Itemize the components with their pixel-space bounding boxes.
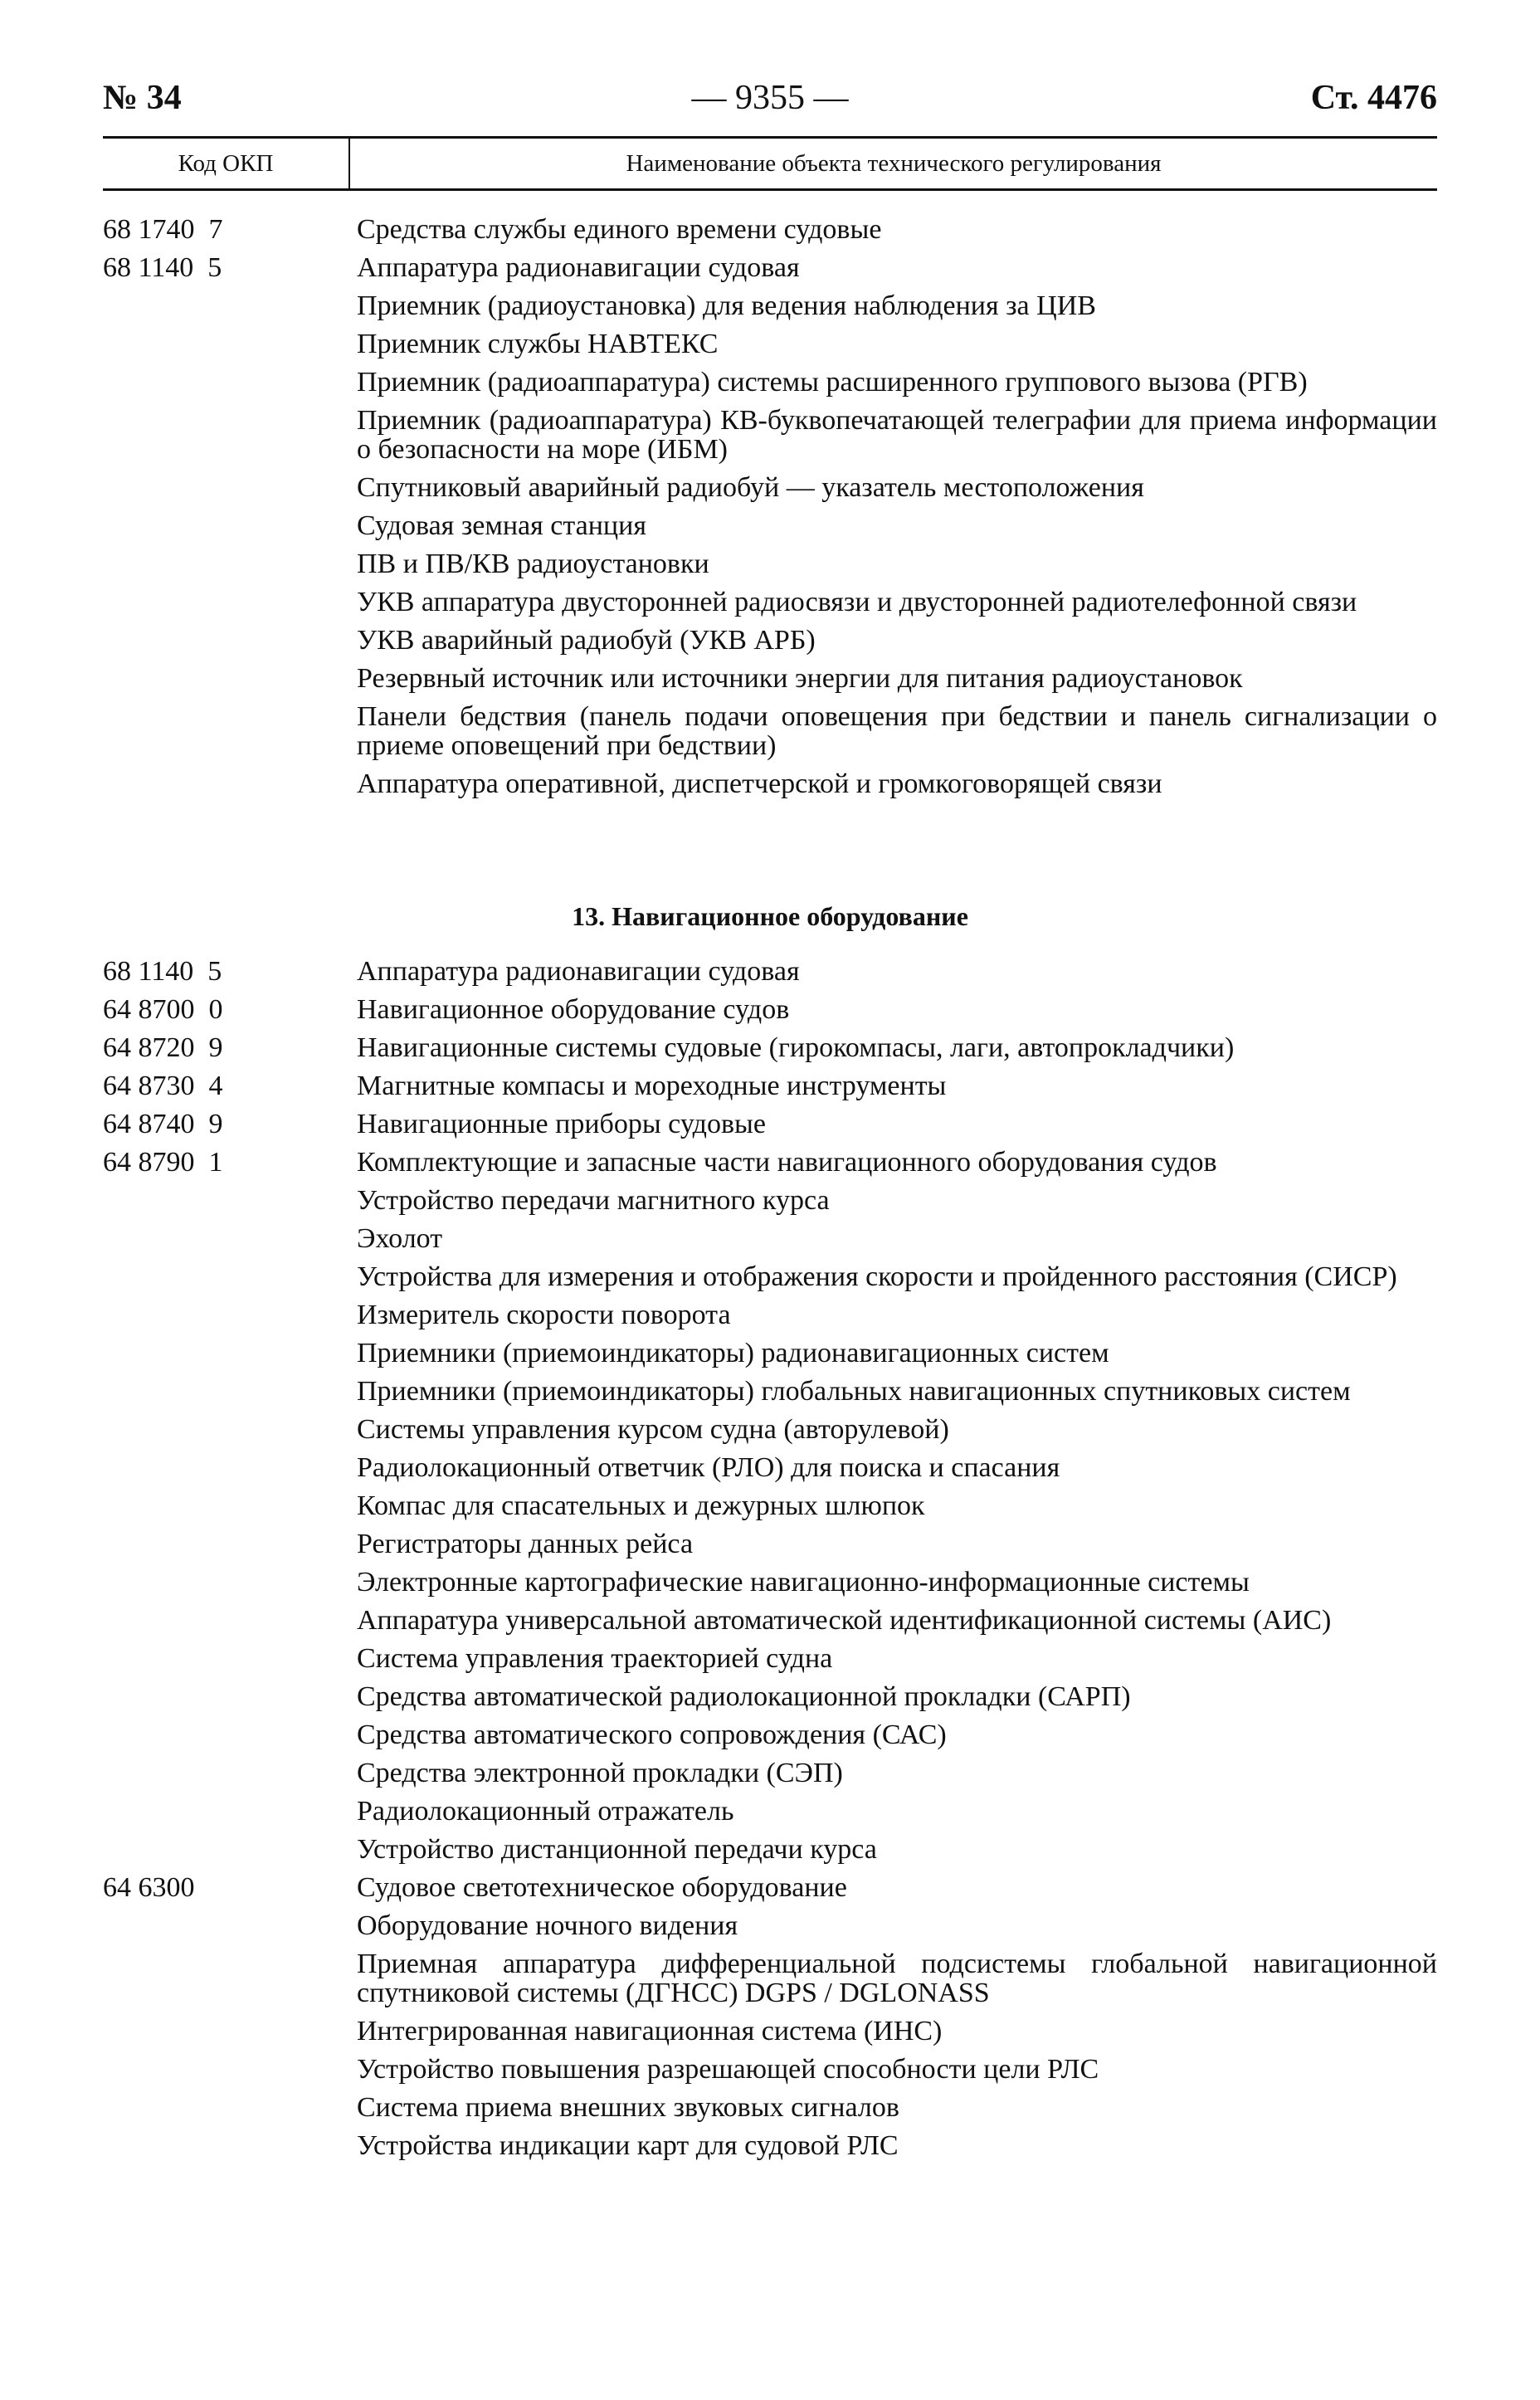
table-row	[103, 1640, 1437, 1678]
okp-code: 64 8790 1	[103, 1147, 223, 1178]
table-row	[103, 1831, 1437, 1869]
object-name: Средства автоматической радиолокационной прокладки (САРП)	[357, 1681, 1131, 1712]
okp-code	[103, 622, 357, 660]
object-name: Устройства для измерения и отображения скорости и пройденного расстояния (СИСР)	[357, 1261, 1397, 1292]
table-row	[103, 2012, 1437, 2051]
okp-code	[103, 583, 357, 622]
object-name: УКВ аппаратура двусторонней радиосвязи и двусторонней радиотелефонной связи	[357, 587, 1357, 617]
okp-code	[103, 507, 357, 545]
object-name: Судовое светотехническое оборудование	[357, 1872, 847, 1903]
object-name: Устройство передачи магнитного курса	[357, 1185, 830, 1216]
table-row	[103, 507, 1437, 545]
table-row	[103, 1869, 1437, 1907]
object-name: Навигационные системы судовые (гирокомпасы, лаги, автопрокладчики)	[357, 1032, 1235, 1063]
okp-code	[103, 1296, 357, 1334]
object-name: Панели бедствия (панель подачи оповещения при бедствии и панель сигнализации о приеме оповещений при бедствии)	[357, 701, 1437, 761]
table-row	[103, 1258, 1437, 1296]
table-row	[103, 211, 1437, 249]
table-row	[103, 1411, 1437, 1449]
column-header-name: Наименование объекта технического регулирования	[626, 150, 1162, 177]
table-row	[103, 660, 1437, 698]
table-row	[103, 953, 1437, 991]
table-row	[103, 698, 1437, 765]
okp-code	[103, 545, 357, 583]
okp-code	[103, 1525, 357, 1563]
okp-code	[103, 1716, 357, 1754]
table-row	[103, 402, 1437, 469]
object-name: Приемники (приемоиндикаторы) глобальных навигационных спутниковых систем	[357, 1376, 1351, 1407]
table-row	[103, 1449, 1437, 1487]
table-row	[103, 1029, 1437, 1067]
table-row	[103, 765, 1437, 803]
okp-code	[103, 1449, 357, 1487]
object-name: Интегрированная навигационная система (ИНС)	[357, 2016, 943, 2046]
okp-code	[103, 660, 357, 698]
okp-code: 64 8740 9	[103, 1109, 223, 1139]
okp-code: 64 8730 4	[103, 1071, 223, 1101]
table-row	[103, 1067, 1437, 1105]
okp-code: 68 1140 5	[103, 252, 222, 283]
object-name: Комплектующие и запасные части навигационного оборудования судов	[357, 1147, 1217, 1178]
okp-code: 68 1740 7	[103, 214, 223, 245]
table-row	[103, 622, 1437, 660]
object-name: Навигационное оборудование судов	[357, 994, 790, 1025]
okp-code: 64 6300	[103, 1872, 195, 1903]
table-row	[103, 2089, 1437, 2127]
table-row	[103, 545, 1437, 583]
okp-code	[103, 1411, 357, 1449]
okp-code	[103, 1182, 357, 1220]
okp-code	[103, 2127, 357, 2165]
okp-code	[103, 1258, 357, 1296]
okp-code	[103, 765, 357, 803]
table-header	[103, 136, 1437, 191]
okp-code	[103, 325, 357, 363]
object-name: Радиолокационный ответчик (РЛО) для поиска и спасания	[357, 1452, 1060, 1483]
table-row	[103, 1678, 1437, 1716]
okp-code	[103, 1563, 357, 1602]
okp-code	[103, 1487, 357, 1525]
table-row	[103, 325, 1437, 363]
okp-code	[103, 698, 357, 765]
okp-code	[103, 1945, 357, 2012]
table-row	[103, 1144, 1437, 1182]
table-row	[103, 1334, 1437, 1373]
object-name: Устройство дистанционной передачи курса	[357, 1834, 877, 1865]
object-name: Приемник (радиоустановка) для ведения наблюдения за ЦИВ	[357, 290, 1096, 321]
table-row	[103, 583, 1437, 622]
table-row	[103, 1296, 1437, 1334]
okp-code	[103, 1602, 357, 1640]
object-name: Судовая земная станция	[357, 510, 646, 541]
object-name: Эхолот	[357, 1223, 443, 1254]
object-name: Средства электронной прокладки (СЭП)	[357, 1758, 843, 1788]
page-number: — 9355 —	[691, 79, 849, 117]
object-name: Измеритель скорости поворота	[357, 1300, 731, 1330]
okp-code	[103, 1220, 357, 1258]
table-row	[103, 1716, 1437, 1754]
table-row	[103, 1220, 1437, 1258]
column-header-code: Код ОКП	[103, 139, 350, 188]
okp-code	[103, 1831, 357, 1869]
object-name: Система управления траекторией судна	[357, 1643, 833, 1674]
table-row	[103, 2127, 1437, 2165]
okp-code	[103, 1334, 357, 1373]
okp-code: 64 8700 0	[103, 994, 223, 1025]
okp-code: 68 1140 5	[103, 956, 222, 987]
object-name: ПВ и ПВ/КВ радиоустановки	[357, 549, 709, 579]
object-name: Приемник (радиоаппаратура) КВ-буквопечатающей телеграфии для приема информации о безопасности на море (ИБМ)	[357, 405, 1437, 465]
object-name: Магнитные компасы и мореходные инструменты	[357, 1071, 947, 1101]
object-name: Оборудование ночного видения	[357, 1910, 738, 1941]
section-title: 13. Навигационное оборудование	[572, 901, 968, 931]
table-row	[103, 1105, 1437, 1144]
object-name: Резервный источник или источники энергии для питания радиоустановок	[357, 663, 1243, 694]
okp-code	[103, 287, 357, 325]
okp-code	[103, 469, 357, 507]
okp-code	[103, 1640, 357, 1678]
okp-code	[103, 1754, 357, 1793]
table-row	[103, 1602, 1437, 1640]
object-name: Аппаратура универсальной автоматической идентификационной системы (АИС)	[357, 1605, 1332, 1636]
okp-code	[103, 1793, 357, 1831]
object-name: Устройства индикации карт для судовой РЛС	[357, 2130, 899, 2161]
object-name: Приемник (радиоаппаратура) системы расширенного группового вызова (РГВ)	[357, 367, 1308, 398]
okp-code	[103, 363, 357, 402]
object-name: Навигационные приборы судовые	[357, 1109, 766, 1139]
okp-code	[103, 1373, 357, 1411]
okp-code	[103, 402, 357, 469]
okp-code	[103, 2012, 357, 2051]
object-name: Системы управления курсом судна (авторулевой)	[357, 1414, 949, 1445]
table-row	[103, 249, 1437, 287]
object-name: Аппаратура радионавигации судовая	[357, 956, 800, 987]
table-row	[103, 1945, 1437, 2012]
object-name: Приемник службы НАВТЕКС	[357, 329, 719, 359]
table-row	[103, 2051, 1437, 2089]
table-row	[103, 991, 1437, 1029]
table-row	[103, 287, 1437, 325]
table-row	[103, 1907, 1437, 1945]
object-name: Спутниковый аварийный радиобуй — указатель местоположения	[357, 472, 1144, 503]
object-name: Устройство повышения разрешающей способности цели РЛС	[357, 2054, 1099, 2085]
issue-number: № 34	[103, 79, 182, 117]
object-name: Радиолокационный отражатель	[357, 1796, 734, 1827]
table-row	[103, 1182, 1437, 1220]
object-name: Электронные картографические навигационно-информационные системы	[357, 1567, 1250, 1598]
object-name: Средства автоматического сопровождения (САС)	[357, 1720, 947, 1750]
table-row	[103, 1563, 1437, 1602]
object-name: Приемная аппаратура дифференциальной подсистемы глобальной навигационной спутниковой системы (ДГНСС) DGPS / DGLONASS	[357, 1949, 1437, 2008]
section-navigation-equipment	[103, 953, 1437, 2165]
table-row	[103, 1754, 1437, 1793]
object-name: Аппаратура радионавигации судовая	[357, 252, 800, 283]
table-row	[103, 1373, 1437, 1411]
object-name: Система приема внешних звуковых сигналов	[357, 2092, 899, 2123]
table-row	[103, 363, 1437, 402]
table-row	[103, 469, 1437, 507]
table-row	[103, 1525, 1437, 1563]
object-name: Аппаратура оперативной, диспетчерской и громкоговорящей связи	[357, 768, 1162, 799]
table-row	[103, 1487, 1437, 1525]
section-radio-equipment	[103, 211, 1437, 803]
object-name: Регистраторы данных рейса	[357, 1529, 694, 1559]
object-name: Приемники (приемоиндикаторы) радионавигационных систем	[357, 1338, 1109, 1368]
table-row	[103, 1793, 1437, 1831]
okp-code: 64 8720 9	[103, 1032, 223, 1063]
okp-code	[103, 1678, 357, 1716]
object-name: Средства службы единого времени судовые	[357, 214, 882, 245]
object-name: УКВ аварийный радиобуй (УКВ АРБ)	[357, 625, 816, 656]
page-header	[103, 76, 1437, 120]
okp-code	[103, 1907, 357, 1945]
article-number: Ст. 4476	[1310, 79, 1437, 117]
okp-code	[103, 2089, 357, 2127]
okp-code	[103, 2051, 357, 2089]
object-name: Компас для спасательных и дежурных шлюпок	[357, 1490, 925, 1521]
